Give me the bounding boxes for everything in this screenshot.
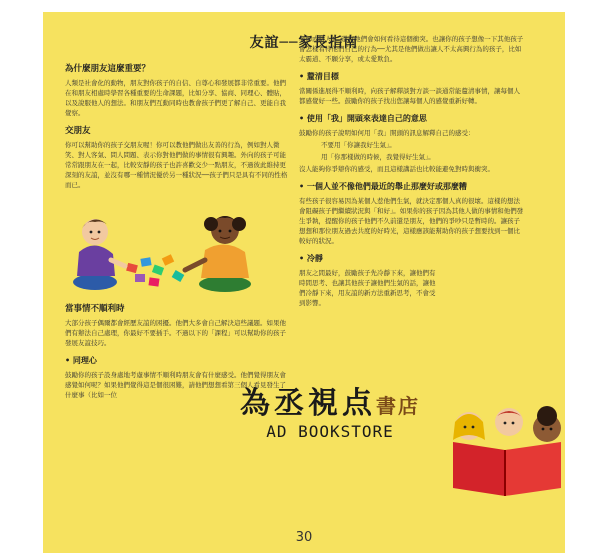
heading-making-friends: 交朋友: [65, 126, 91, 136]
paragraph-not-as-bad: 有些孩子很容易因為某個人惹他們生氣，就決定那個人真的很壞。這樣的想法會阻礙孩子們繼續狀況與「和好」。如果你的孩子因為其他人做的事情和他們發生爭執，提醒你的孩子他們不久前還是朋友，他們的爭吵只是暫時的。讓孩子想想和那位朋友過去共度的好時光，這樣應該能幫助你的孩子想要找到一個比較好的狀況。: [299, 197, 524, 245]
paragraph-i-statements: 鼓勵你的孩子說明如何用「我」開頭的訊息解釋自己的感受：: [299, 129, 475, 137]
heading-not-as-bad: • 一個人並不像他們最近的舉止那麼好或那麼糟: [299, 182, 467, 191]
paragraph-why-friends: 人類是社會化的動物，朋友對你孩子的自信、自尊心和發展都非常重要。他們在和朋友相處時學習各種重要的生命課題，比如分享、協商、同理心、體貼，以及說服他人的想法。和朋友們互動同時也教會孩子們更了解自己、更能自我覺察。: [65, 79, 286, 117]
heading-when-things-go-wrong: 當事情不順利時: [65, 304, 125, 314]
book-page: [43, 12, 565, 553]
page-number: 30: [295, 530, 313, 545]
paragraph-calm-down: 朋友之間最好，鼓勵孩子先冷靜下來，讓他們有時間思考、也讓其他孩子讓他們生氣的話，讓他們冷靜下來，用友誼的新方法重新思考，不會受到影響。: [299, 269, 436, 307]
paragraph-when-things-go-wrong: 大部分孩子偶爾都會經歷友誼的困擾。他們大多會自己解決這些議題。如果他們有辦法自己處理，你最好不要插手。不過以下的「課程」可以幫助你的孩子發展友誼技巧。: [65, 319, 286, 347]
kids-reading-illustration: [439, 400, 565, 500]
paragraph-clarify-goals: 當關係進展得不順利時，向孩子解釋談對方談一談通常能釐清事情，讓每個人都感覺好一些。鼓勵你的孩子找出您讓每個人的感覺重新好轉。: [299, 87, 520, 105]
paragraph-making-friends: 你可以幫助你的孩子交朋友喔！你可以教他們做出友善的行為，例如對人微笑、對人客氣、問人問題、表示你對他們做的事情很有興趣。外向的孩子可能常常跟朋友在一起，比較安靜的孩子也許喜歡交少一點朋友，不過彼此維持更深刻的友誼，並沒有哪一種情況優於另一種狀況──孩子們只是具有不同的性格而已。: [65, 141, 288, 189]
heading-i-statements: • 使用「我」開頭來表達自己的意思: [299, 114, 427, 123]
heading-calm-down: • 冷靜: [299, 254, 323, 263]
heading-why-friends: 為什麼朋友這麼重要？: [65, 64, 151, 74]
quote-do-say: 用「你那樣做的時候，我覺得好生氣」。: [321, 153, 435, 161]
watermark-chinese-main: 為丞視点: [240, 386, 376, 421]
boy-illustration: [73, 219, 125, 290]
heading-clarify-goals: • 釐清目標: [299, 72, 339, 81]
puzzle-pieces-illustration: [126, 254, 184, 286]
paragraph-empathy: 鼓勵你的孩子設身處地考慮事情不順利時朋友會有什麼感受。他們覺得朋友會感覺如何呢？如果他們覺得這是個很困難，請他們想想看第三個人看見發生了什麼事（比如一位: [65, 371, 286, 399]
heading-empathy: • 同理心: [65, 356, 97, 365]
kids-playing-illustration: [65, 194, 290, 296]
page-title: 友誼──家長指南: [249, 35, 359, 51]
right-column: [299, 34, 524, 310]
watermark-chinese-suffix: 書店: [376, 394, 420, 418]
watermark-english: AD BOOKSTORE: [266, 422, 394, 441]
paragraph-i-statements-end: 沒人能夠你爭辯你的感受，而且這樣講話也比較能避免對時與衝突。: [299, 165, 494, 173]
girl-illustration: [185, 216, 251, 292]
paragraph-continued: 老師或路人），還有他們會如何看待這個衝突。也讓你的孩子想像一下其他孩子會怎樣看待他們自己的行為──尤其是他們做出讓人不太高興行為的孩子，比如太霸道、不願分享，或太愛欺負。: [299, 35, 524, 63]
left-column: [65, 56, 290, 402]
quote-dont-say: 不要用「你讓我好生氣」。: [321, 141, 396, 149]
